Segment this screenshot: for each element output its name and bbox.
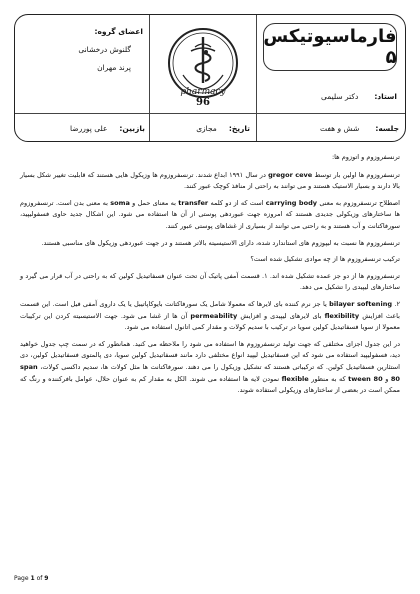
text-span: آن ها از غشا می شود. جهت الاستیسیته کردن این ترکیبات معمولا از سویا فسفاتیدیل کولین سویا در ترکیب با سدیم کولات و مقدار کمی اتانول استفاده می شود. [20, 311, 400, 332]
header-box [14, 14, 406, 142]
date-label: تاریخ: [228, 124, 250, 133]
text-span: بای لایرهای لیپیدی و افزایش [240, 311, 322, 320]
term-en: soma [110, 198, 130, 207]
term-en: permeability [190, 311, 238, 320]
term-en: carrying body [265, 198, 318, 207]
text-span: در این جدول اجزای مختلفی که جهت تولید ترنسفروزوم ها استفاده می شود را ملاحظه می کنید. همانطور که در سمت چپ جدول خواهید دید، فسفولیپید استفاده می شود که این فسفاتیدیل لیپید انواع مختلفی دارد مانند فسفاتیدیل کولین سویا، دی پالمتوی فسفاتیدیل کولین، دی استئارین فسفاتیدیل کولین. که ترکیباتی هستند که تشکیل وزیکول را می دهند. سورفاکتانت ها مثل کولات ها، سدیم داکسی کولات، [20, 339, 400, 371]
text-span: نمودن لایه ها استفاده می شوند. الکل به مقدار کم به عنوان حلال، عوامل بافرکننده و رنگ که ممکن است در بعضی از ساختارهای وزیکولی استفاده شوند. [20, 374, 400, 395]
term-en: span 80 [20, 362, 400, 383]
paragraph-elasticity: ترنسفروزوم ها نسبت به لیپوزوم های استاندارد شده، دارای الاستیسیته بالاتر هستند و در جهت عبوردهی وزیکول های مناسبی هستند. [41, 238, 400, 247]
document-body [20, 152, 400, 402]
term-en: gregor ceve [268, 170, 313, 179]
pharmacy-logo-icon [161, 23, 245, 107]
logo-number: 96 [196, 97, 210, 108]
member-item: گلنوش درخشانی [78, 45, 131, 54]
text-span: ترنسفروزوم ها اولین بار توسط [314, 170, 400, 179]
text-span: در سال ۱۹۹۱ ابداع شدند. ترنسفروزوم ها وزیکول هایی هستند که قابلیت تغییر شکل بسیار بالا دارند و بسیار الاستیک هستند و می توانند به راحتی از منافذ کوچک عبور کنند. [20, 170, 400, 191]
page-label: Page [14, 575, 29, 582]
text-span: ۲. [394, 299, 400, 308]
member-item: پرند مهران [97, 63, 131, 72]
page-footer [14, 575, 48, 582]
term-en: tween 80 [348, 374, 383, 383]
text-span: اصطلاح ترنسفروزوم به معنی [319, 198, 400, 207]
session-label: جلسه: [375, 124, 399, 133]
reviewer-label: بازبین: [119, 124, 145, 133]
date-row [150, 113, 256, 143]
text-span: و [385, 374, 389, 383]
members-title: اعضای گروه: [94, 27, 143, 36]
header-right-column [257, 15, 405, 141]
teacher-name: دکتر سلیمی [320, 91, 359, 101]
term-en: transfer [178, 198, 209, 207]
text-span: یا جز نرم کننده بای لایرها که معمولا شامل یک سورفاکتانت بایوکاپاتیبل یا یک داروی آمفی فیل است. این قسمت باعث افزایش [20, 299, 400, 320]
reviewer-row [15, 113, 151, 143]
session-value: شش و هفت [319, 124, 360, 133]
of-label: of [36, 575, 43, 582]
page-total: 9 [44, 575, 49, 582]
teacher-label: استاد: [374, 91, 397, 101]
section-heading: ترنسفروزوم و اتوزوم ها: [331, 153, 400, 161]
teacher-row [257, 79, 405, 113]
text-span: که به منظور [311, 374, 346, 383]
text-span: است که از دو کلمه [210, 198, 264, 207]
paragraph-intro [20, 170, 400, 193]
paragraph-components-1: ترنسفروزوم ها از دو جز عمده تشکیل شده اند. ۱. قسمت آمفی پاتیک آن تحت عنوان فسفاتیدیل کولین که به راحتی در آب قرار می گیرد و ساختارهای لیپیدی را تشکیل می دهد. [20, 271, 400, 292]
group-members [19, 27, 143, 81]
text-span: به معنی بدن است. ترنسفروزوم ها ساختارهای وزیکولی جدیدی هستند که امروزه جهت عبوردهی پوستی از آن ها استفاده می شود. این اشکال جدید حاوی فسفولیپید، سورفاکتانت و آب هستند و به راحتی می توانند از بسیاری از غشاهای پوستی عبور کنند. [20, 198, 400, 230]
svg-text:pharmacy: pharmacy [180, 87, 226, 97]
paragraph-table-desc [20, 339, 400, 397]
header-left-column [15, 15, 151, 141]
term-en: flexible [281, 374, 309, 383]
page-number: 1 [30, 575, 35, 582]
paragraph-components-2 [20, 299, 400, 334]
term-en: bilayer softening [329, 299, 393, 308]
term-en: flexibility [324, 311, 360, 320]
date-value: مجازی [196, 124, 217, 133]
reviewer-name: علی پوررضا [69, 124, 108, 133]
paragraph-definition [20, 198, 400, 233]
text-span: به معنای حمل و [132, 198, 177, 207]
header-middle-column [149, 15, 257, 141]
course-title: فارماسیوتیکس ۵ [263, 23, 397, 71]
paragraph-question: ترکیب ترنسفروزوم ها از چه موادی تشکیل شده است؟ [250, 255, 400, 264]
session-row [257, 113, 405, 143]
